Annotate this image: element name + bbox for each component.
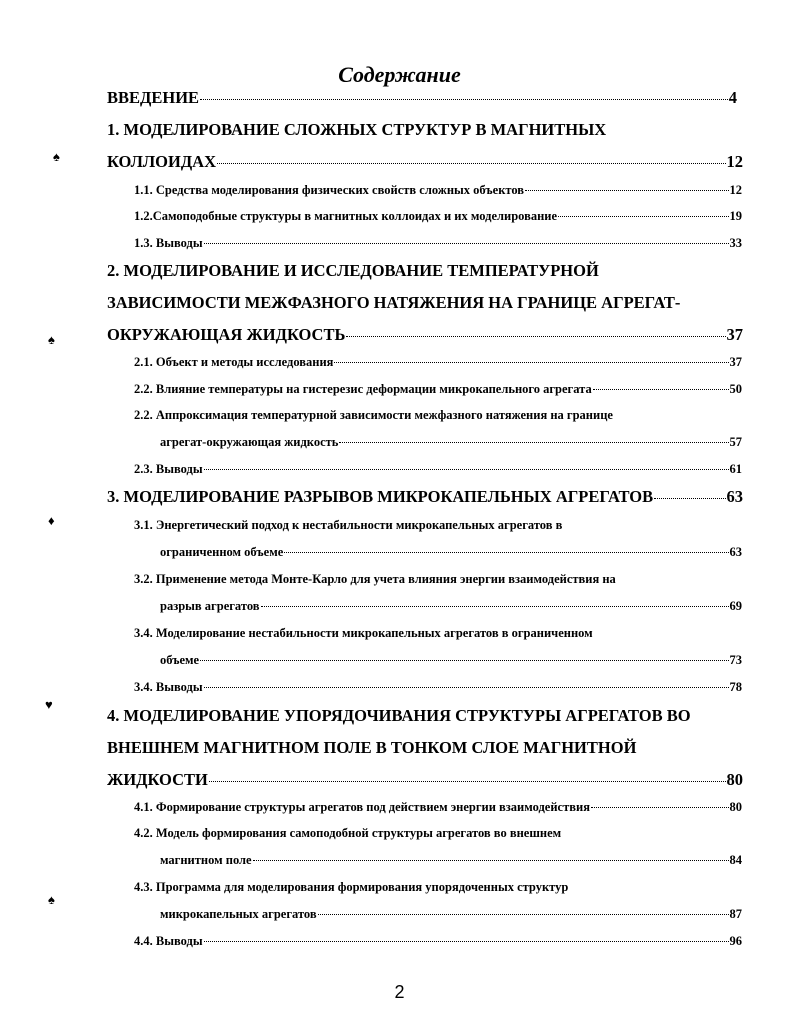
toc-page: 19 [729,209,742,223]
toc-label: 1.1. Средства моделирования физических свойств сложных объектов [134,183,525,197]
toc-page: 37 [726,325,743,344]
toc-label: ЖИДКОСТИ [107,770,208,789]
toc-entry-chapter2[interactable] [107,325,743,345]
toc-chapter4-line2[interactable]: ВНЕШНЕМ МАГНИТНОМ ПОЛЕ В ТОНКОМ СЛОЕ МАГНИТНОЙ [107,738,637,757]
toc-page: 4 [728,88,737,107]
toc-label: 4.1. Формирование структуры агрегатов под действием энергии взаимодействия [134,800,590,814]
toc-entry-2-2b[interactable] [160,435,742,450]
toc-4-3-line1[interactable]: 4.3. Программа для моделирования формирования упорядоченных структур [134,880,569,894]
toc-page: 84 [729,853,742,867]
dot-leader [339,442,728,443]
toc-label: 3.4. Выводы [134,680,203,694]
toc-page: 63 [729,545,742,559]
toc-page: 96 [729,934,742,948]
toc-3-2-line1[interactable]: 3.2. Применение метода Монте-Карло для учета влияния энергии взаимодействия на [134,572,616,586]
toc-label: ограниченном объеме [160,545,284,559]
toc-entry-1-1[interactable] [134,183,742,198]
toc-page: 78 [729,680,742,694]
dot-leader [261,606,729,607]
toc-entry-2-2[interactable] [134,382,742,397]
dot-leader [334,362,728,363]
toc-4-2-line1[interactable]: 4.2. Модель формирования самоподобной структуры агрегатов во внешнем [134,826,562,840]
toc-entry-1-2[interactable] [134,209,742,224]
toc-entry-2-3[interactable] [134,462,742,477]
dot-leader [200,660,728,661]
toc-3-1-line1[interactable]: 3.1. Энергетический подход к нестабильности микрокапельных агрегатов в [134,518,563,532]
dot-leader [204,687,729,688]
toc-label: КОЛЛОИДАХ [107,152,217,171]
toc-label: разрыв агрегатов [160,599,260,613]
toc-chapter1-line1[interactable]: 1. МОДЕЛИРОВАНИЕ СЛОЖНЫХ СТРУКТУР В МАГНИТНЫХ [107,120,607,139]
dot-leader [525,190,728,191]
dot-leader [253,860,729,861]
toc-label: 4.4. Выводы [134,934,203,948]
toc-entry-chapter1[interactable] [107,152,743,172]
dot-leader [204,469,729,470]
toc-label: микрокапельных агрегатов [160,907,317,921]
toc-entry-intro[interactable] [107,88,737,108]
toc-label: 2.3. Выводы [134,462,203,476]
toc-chapter4-line1[interactable]: 4. МОДЕЛИРОВАНИЕ УПОРЯДОЧИВАНИЯ СТРУКТУРЫ АГРЕГАТОВ ВО [107,706,691,725]
toc-2-2b-line1[interactable]: 2.2. Аппроксимация температурной зависимости межфазного натяжения на границе [134,408,613,422]
toc-page: 12 [726,152,743,171]
toc-entry-chapter4[interactable] [107,770,743,790]
toc-page: 63 [726,487,743,506]
margin-bullet-icon: ♠ [48,332,55,347]
toc-label: магнитном поле [160,853,252,867]
toc-entry-3-4b[interactable] [134,680,742,695]
toc-label: 1.2.Самоподобные структуры в магнитных коллоидах и их моделирование [134,209,558,223]
toc-entry-4-3[interactable] [160,907,742,922]
toc-page: 61 [729,462,742,476]
toc-entry-4-2[interactable] [160,853,742,868]
margin-bullet-icon: ♠ [48,892,55,907]
toc-page: 37 [729,355,742,369]
dot-leader [318,914,729,915]
dot-leader [204,941,729,942]
toc-page: 12 [729,183,742,197]
toc-entry-1-3[interactable] [134,236,742,251]
dot-leader [217,163,725,164]
toc-entry-3-4a[interactable] [160,653,742,668]
toc-page: 33 [729,236,742,250]
dot-leader [284,552,728,553]
toc-chapter2-line2[interactable]: ЗАВИСИМОСТИ МЕЖФАЗНОГО НАТЯЖЕНИЯ НА ГРАНИЦЕ АГРЕГАТ- [107,293,681,312]
toc-label: ОКРУЖАЮЩАЯ ЖИДКОСТЬ [107,325,346,344]
toc-entry-3-2[interactable] [160,599,742,614]
toc-entry-4-1[interactable] [134,800,742,815]
toc-label: ВВЕДЕНИЕ [107,88,200,107]
dot-leader [204,243,729,244]
toc-3-4a-line1[interactable]: 3.4. Моделирование нестабильности микрокапельных агрегатов в ограниченном [134,626,593,640]
dot-leader [593,389,729,390]
dot-leader [591,807,729,808]
toc-label: объеме [160,653,200,667]
toc-page: 57 [729,435,742,449]
dot-leader [209,781,726,782]
toc-chapter2-line1[interactable]: 2. МОДЕЛИРОВАНИЕ И ИССЛЕДОВАНИЕ ТЕМПЕРАТУРНОЙ [107,261,599,280]
toc-label: 2.1. Объект и методы исследования [134,355,334,369]
toc-entry-3-1[interactable] [160,545,742,560]
dot-leader [200,99,728,100]
toc-page: 80 [729,800,742,814]
toc-label: 2.2. Влияние температуры на гистерезис деформации микрокапельного агрегата [134,382,592,396]
dot-leader [346,336,725,337]
toc-entry-chapter3[interactable] [107,487,743,507]
toc-label: 1.3. Выводы [134,236,203,250]
toc-page: 87 [729,907,742,921]
toc-entry-4-4[interactable] [134,934,742,949]
margin-bullet-icon: ♥ [45,697,53,712]
margin-bullet-icon: ♦ [48,513,55,528]
dot-leader [654,498,725,499]
toc-page: 69 [729,599,742,613]
toc-page: 80 [726,770,743,789]
toc-page: 73 [729,653,742,667]
page-title: Содержание [338,62,461,87]
toc-page: 50 [729,382,742,396]
page-number: 2 [394,982,405,1002]
toc-label: 3. МОДЕЛИРОВАНИЕ РАЗРЫВОВ МИКРОКАПЕЛЬНЫХ АГРЕГАТОВ [107,487,654,506]
dot-leader [558,216,728,217]
toc-label: агрегат-окружающая жидкость [160,435,339,449]
margin-bullet-icon: ♠ [53,149,60,164]
toc-entry-2-1[interactable] [134,355,742,370]
